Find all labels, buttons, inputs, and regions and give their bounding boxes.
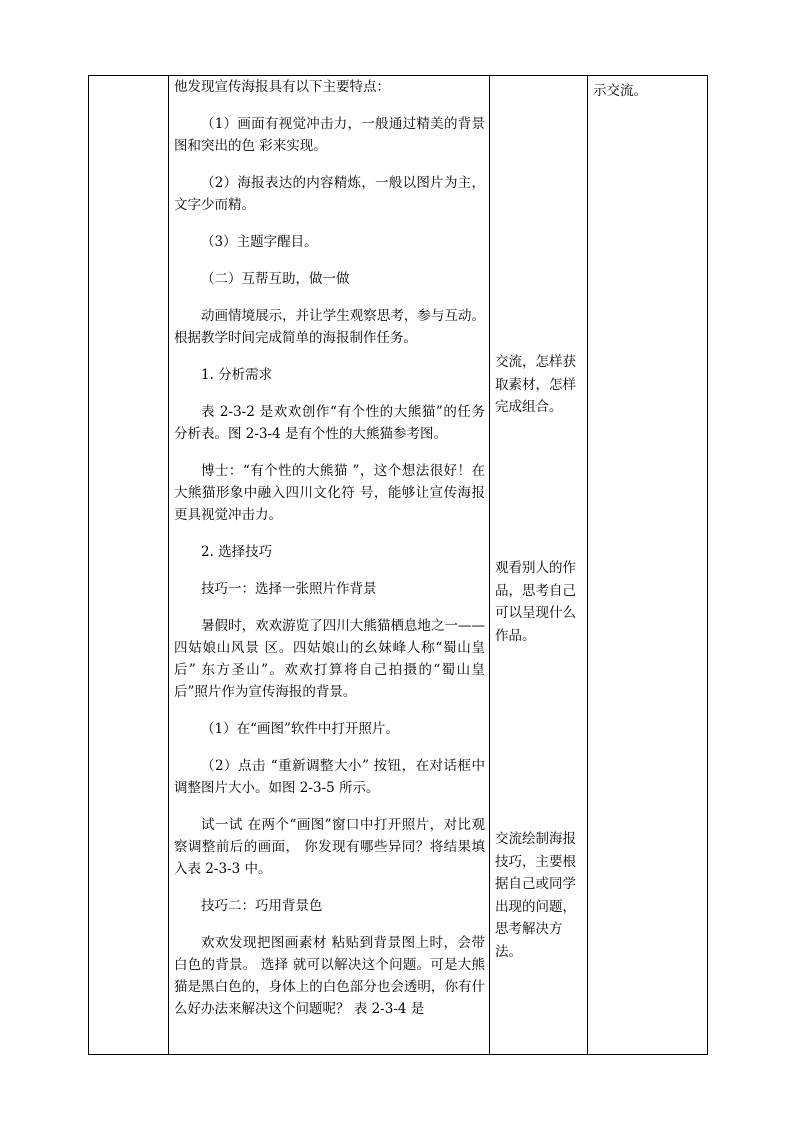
design-intent-cell [588, 76, 708, 1055]
paragraph-open-photo: （1）在“画图”软件中打开照片。 [201, 721, 399, 737]
paragraph-features-intro: 他发现宣传海报具有以下主要特点： [174, 79, 390, 95]
paragraph-background-color: 欢欢发现把图画素材 粘贴到背景图上时，会带白色的背景。 选择 就可以解决这个问题。可是大熊猫是黑白色的，身体上的白色部分也会透明，你有什么好办法来解决这个问题呢？ 表 2-3-4 是 [174, 935, 485, 1017]
technique-2-heading: 技巧二：巧用背景色 [201, 898, 323, 914]
design-note: 示交流。 [593, 83, 647, 99]
step-heading-choose-technique: 2. 选择技巧 [201, 544, 273, 560]
paragraph-summer-trip: 暑假时，欢欢游览了四川大熊猫栖息地之一——四姑娘山风景 区。四姑娘山的幺妹峰人称“蜀山皇后” 东方圣山”。欢欢打算将自己拍摄的“蜀山皇后”照片作为宣传海报的背景。 [174, 618, 485, 700]
technique-1-heading: 技巧一：选择一张照片作背景 [201, 581, 377, 597]
section-heading-mutual-help: （二）互帮互助，做一做 [201, 271, 350, 287]
paragraph-animation-scenario: 动画情境展示，并让学生观察思考，参与互动。根据教学时间完成简单的海报制作任务。 [174, 308, 485, 346]
paragraph-resize: （2）点击 “重新调整大小” 按钮，在对话框中调整图片大小。如图 2-3-5 所示。 [174, 758, 485, 796]
teaching-content-cell [169, 76, 490, 1055]
stage-cell [89, 76, 169, 1055]
student-note-materials: 交流，怎样获取素材，怎样完成组合。 [495, 354, 576, 415]
paragraph-try-it: 试一试 在两个“画图”窗口中打开照片，对比观察调整前后的画面， 你发现有哪些异同？将结果填入表 2-3-3 中。 [174, 817, 485, 877]
step-heading-analyze: 1. 分析需求 [201, 367, 273, 383]
paragraph-doctor-comment: 博士：“有个性的大熊猫 ”，这个想法很好！在大熊猫形象中融入四川文化符 号，能够让宣传海报更具视觉冲击力。 [174, 463, 485, 523]
paragraph-feature-1: （1）画面有视觉冲击力，一般通过精美的背景图和突出的色 彩来实现。 [174, 116, 485, 154]
lesson-plan-table [88, 75, 708, 1055]
student-activity-cell [490, 76, 588, 1055]
paragraph-feature-3: （3）主题字醒目。 [201, 234, 318, 250]
paragraph-feature-2: （2）海报表达的内容精炼，一般以图片为主，文字少而精。 [174, 175, 485, 213]
student-note-techniques: 交流绘制海报技巧，主要根据自己或同学出现的问题，思考解决方法。 [495, 831, 576, 960]
paragraph-task-analysis: 表 2-3-2 是欢欢创作“有个性的大熊猫”的任务分析表。图 2-3-4 是有个性的大熊猫参考图。 [174, 404, 485, 442]
student-note-works: 观看别人的作品，思考自己可以呈现什么作品。 [495, 560, 576, 644]
